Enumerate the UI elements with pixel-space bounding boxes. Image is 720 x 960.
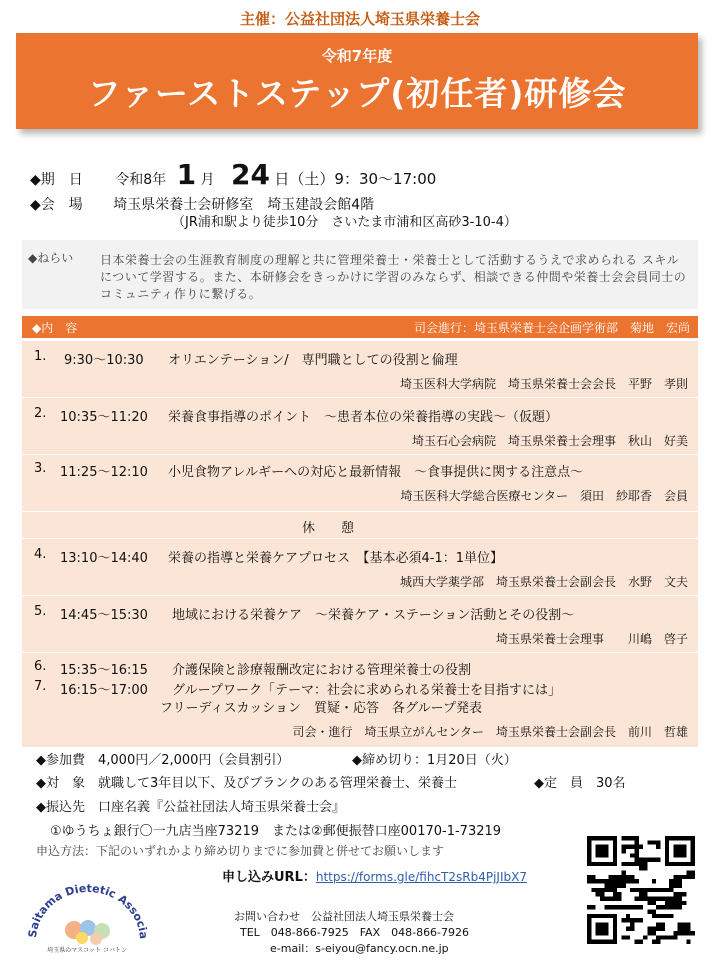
session-title: 栄養の指導と栄養ケアプロセス 【基本必須4-1：1単位】 bbox=[168, 551, 504, 566]
session-6-7 bbox=[22, 652, 698, 747]
apply-url-label: 申し込みURL： bbox=[222, 870, 316, 885]
date-day: 24 bbox=[231, 158, 270, 191]
contents-chair: 司会進行：埼玉県栄養士会企画学術部 菊地 宏尚 bbox=[413, 321, 690, 335]
venue-label: ◆会 場 bbox=[30, 197, 83, 213]
banner-year: 令和7年度 bbox=[321, 47, 393, 65]
aim-box bbox=[22, 240, 698, 309]
session-title: 栄養食事指導のポイント 〜患者本位の栄養指導の実践〜（仮題） bbox=[168, 410, 559, 425]
break-label: 休 憩 bbox=[302, 521, 355, 536]
date-month-unit: 月 bbox=[200, 172, 215, 188]
session-speaker: 埼玉県栄養士会理事 川嶋 啓子 bbox=[495, 632, 688, 646]
session-no: 4. bbox=[34, 547, 47, 562]
date-era: 令和8年 bbox=[115, 172, 167, 188]
break-row bbox=[22, 511, 698, 538]
session-time: 16:15〜17:00 bbox=[60, 683, 148, 698]
session-speaker: 城西大学薬学部 埼玉県栄養士会副会長 水野 文夫 bbox=[399, 575, 688, 589]
apply-method: 申込方法：下記のいずれかより締め切りまでに参加費と併せてお願いします bbox=[36, 844, 445, 858]
session-time: 9:30〜10:30 bbox=[64, 353, 144, 368]
venue-name: 埼玉県栄養士会研修室 埼玉建設会館4階 bbox=[113, 197, 375, 213]
session-title: 地域における栄養ケア 〜栄養ケア・ステーション活動とその役割〜 bbox=[172, 608, 575, 623]
session-title: グループワーク「テーマ：社会に求められる栄養士を目指すには」 bbox=[172, 683, 561, 698]
target: ◆対 象 就職して3年目以下、及びブランクのある管理栄養士、栄養士 bbox=[36, 776, 458, 791]
capacity: ◆定 員 30名 bbox=[534, 776, 626, 791]
contents-header bbox=[22, 316, 698, 338]
fee: ◆参加費 4,000円／2,000円（会員割引） bbox=[36, 753, 290, 768]
logo-caption: 埼玉県のマスコット コバトン bbox=[47, 947, 127, 954]
session-4 bbox=[22, 538, 698, 595]
aim-label: ◆ねらい bbox=[28, 251, 74, 265]
session-time: 14:45〜15:30 bbox=[60, 608, 148, 623]
apply-url-row bbox=[222, 866, 527, 885]
session-time: 15:35〜16:15 bbox=[60, 663, 148, 678]
session-time: 13:10〜14:40 bbox=[60, 551, 148, 566]
qr-code[interactable] bbox=[587, 835, 695, 945]
session-3 bbox=[22, 454, 698, 511]
session-no: 1. bbox=[34, 349, 47, 364]
accounts: ①ゆうちょ銀行〇一九店当座73219 または②郵便振替口座00170-1-73219 bbox=[50, 824, 502, 839]
title-banner bbox=[16, 33, 698, 129]
contact-line-3: e-mail：s-eiyou@fancy.ocn.ne.jp bbox=[270, 942, 449, 955]
session-title: 介護保険と診療報酬改定における管理栄養士の役割 bbox=[172, 663, 472, 678]
contents-label: ◆内 容 bbox=[32, 321, 78, 335]
session-no: 7. bbox=[34, 679, 47, 694]
venue-access: （JR浦和駅より徒歩10分 さいたま市浦和区高砂3-10-4） bbox=[172, 215, 517, 230]
date-label: ◆期 日 bbox=[30, 172, 83, 188]
session-2 bbox=[22, 397, 698, 454]
session-time: 10:35〜11:20 bbox=[60, 410, 148, 425]
aim-text: 日本栄養士会の生涯教育制度の理解と共に管理栄養士・栄養士として活動するうえで求められる スキルについて学習する。また、本研修会をきっかけに学習のみならず、相談できる仲間や栄養士会会員同士のコミュニティ作りに繋げる。 bbox=[100, 253, 687, 301]
apply-url-link[interactable]: https://forms.gle/fihcT2sRb4PjJIbX7 bbox=[315, 870, 527, 884]
contact-line-2: TEL 048-866-7925 FAX 048-866-7926 bbox=[240, 926, 470, 939]
session-title-2: フリーディスカッション 質疑・応答 各グループ発表 bbox=[160, 701, 483, 716]
session-no: 5. bbox=[34, 604, 47, 619]
page-title: ファーストステップ(初任者)研修会 bbox=[87, 74, 627, 113]
session-no: 2. bbox=[34, 406, 47, 421]
session-speaker: 司会・進行 埼玉県立がんセンター 埼玉県栄養士会副会長 前川 哲雄 bbox=[292, 725, 688, 739]
session-no: 3. bbox=[34, 461, 47, 476]
session-speaker: 埼玉医科大学総合医療センター 須田 紗耶香 会員 bbox=[400, 489, 688, 503]
date-month: 1 bbox=[176, 158, 197, 191]
session-speaker: 埼玉医科大学病院 埼玉県栄養士会会長 平野 孝則 bbox=[399, 377, 688, 391]
session-title: 小児食物アレルギーへの対応と最新情報 〜食事提供に関する注意点〜 bbox=[168, 465, 584, 480]
session-time: 11:25〜12:10 bbox=[60, 465, 148, 480]
date-row bbox=[30, 158, 436, 191]
session-1 bbox=[22, 340, 698, 397]
session-5 bbox=[22, 595, 698, 652]
deadline: ◆締め切り：1月20日（火） bbox=[352, 753, 517, 768]
organizer-line: 主催：公益社団法人埼玉県栄養士会 bbox=[239, 10, 480, 28]
contact-line-1: お問い合わせ 公益社団法人埼玉県栄養士会 bbox=[234, 910, 454, 923]
payment: ◆振込先 口座名義『公益社団法人埼玉県栄養士会』 bbox=[36, 800, 345, 815]
session-title: オリエンテーション/ 専門職としての役割と倫理 bbox=[168, 353, 458, 368]
association-logo bbox=[22, 880, 152, 956]
session-speaker: 埼玉石心会病院 埼玉県栄養士会理事 秋山 好美 bbox=[411, 434, 688, 448]
logo-arc-text: Saitama Dietetic Associa bbox=[25, 881, 151, 940]
session-no: 6. bbox=[34, 659, 47, 674]
date-day-time: 日（土）9：30〜17:00 bbox=[274, 170, 437, 188]
